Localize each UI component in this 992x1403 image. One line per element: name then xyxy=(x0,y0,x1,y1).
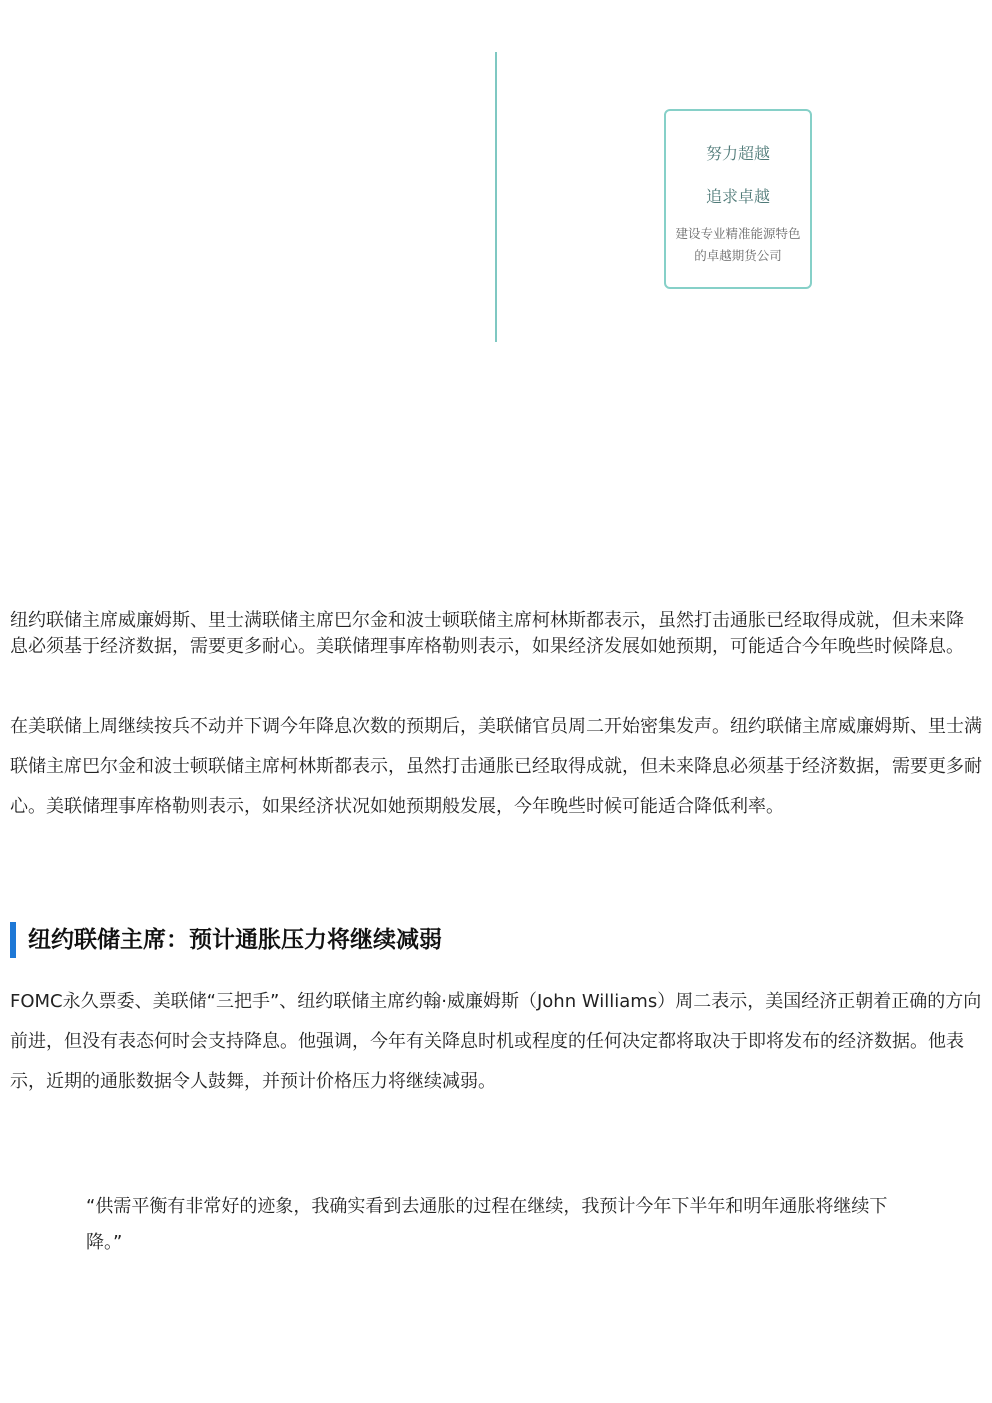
vertical-divider xyxy=(495,52,497,342)
heading-accent-bar xyxy=(10,922,16,958)
slogan-badge xyxy=(664,109,812,289)
slogan-line-2: 追求卓越 xyxy=(705,187,770,206)
slogan-line-1: 努力超越 xyxy=(705,144,770,163)
section-heading: 纽约联储主席：预计通胀压力将继续减弱 xyxy=(28,927,442,953)
section-paragraph: FOMC永久票委、美联储“三把手”、纽约联储主席约翰·威廉姆斯（John Williams）周二表示，美国经济正朝着正确的方向前进，但没有表态何时会支持降息。他强调，今年有关降息时机或程度的任何决定都将取决于即将发布的经济数据。他表示，近期的通胀数据令人鼓舞，并预计价格压力将继续减弱。 xyxy=(10,991,982,1092)
body-paragraph: 在美联储上周继续按兵不动并下调今年降息次数的预期后，美联储官员周二开始密集发声。纽约联储主席威廉姆斯、里士满联储主席巴尔金和波士顿联储主席柯林斯都表示，虽然打击通胀已经取得成就，但未来降息必须基于经济数据，需要更多耐心。美联储理事库格勒则表示，如果经济状况如她预期般发展，今年晚些时候可能适合降低利率。 xyxy=(10,716,982,817)
intro-paragraph: 纽约联储主席威廉姆斯、里士满联储主席巴尔金和波士顿联储主席柯林斯都表示，虽然打击通胀已经取得成就，但未来降息必须基于经济数据，需要更多耐心。美联储理事库格勒则表示，如果经济发展如她预期，可能适合今年晚些时候降息。 xyxy=(10,610,964,657)
quote-paragraph: “供需平衡有非常好的迹象，我确实看到去通胀的过程在继续，我预计今年下半年和明年通胀将继续下降。” xyxy=(86,1196,888,1253)
slogan-line-3: 建设专业精准能源特色的卓越期货公司 xyxy=(675,226,801,263)
